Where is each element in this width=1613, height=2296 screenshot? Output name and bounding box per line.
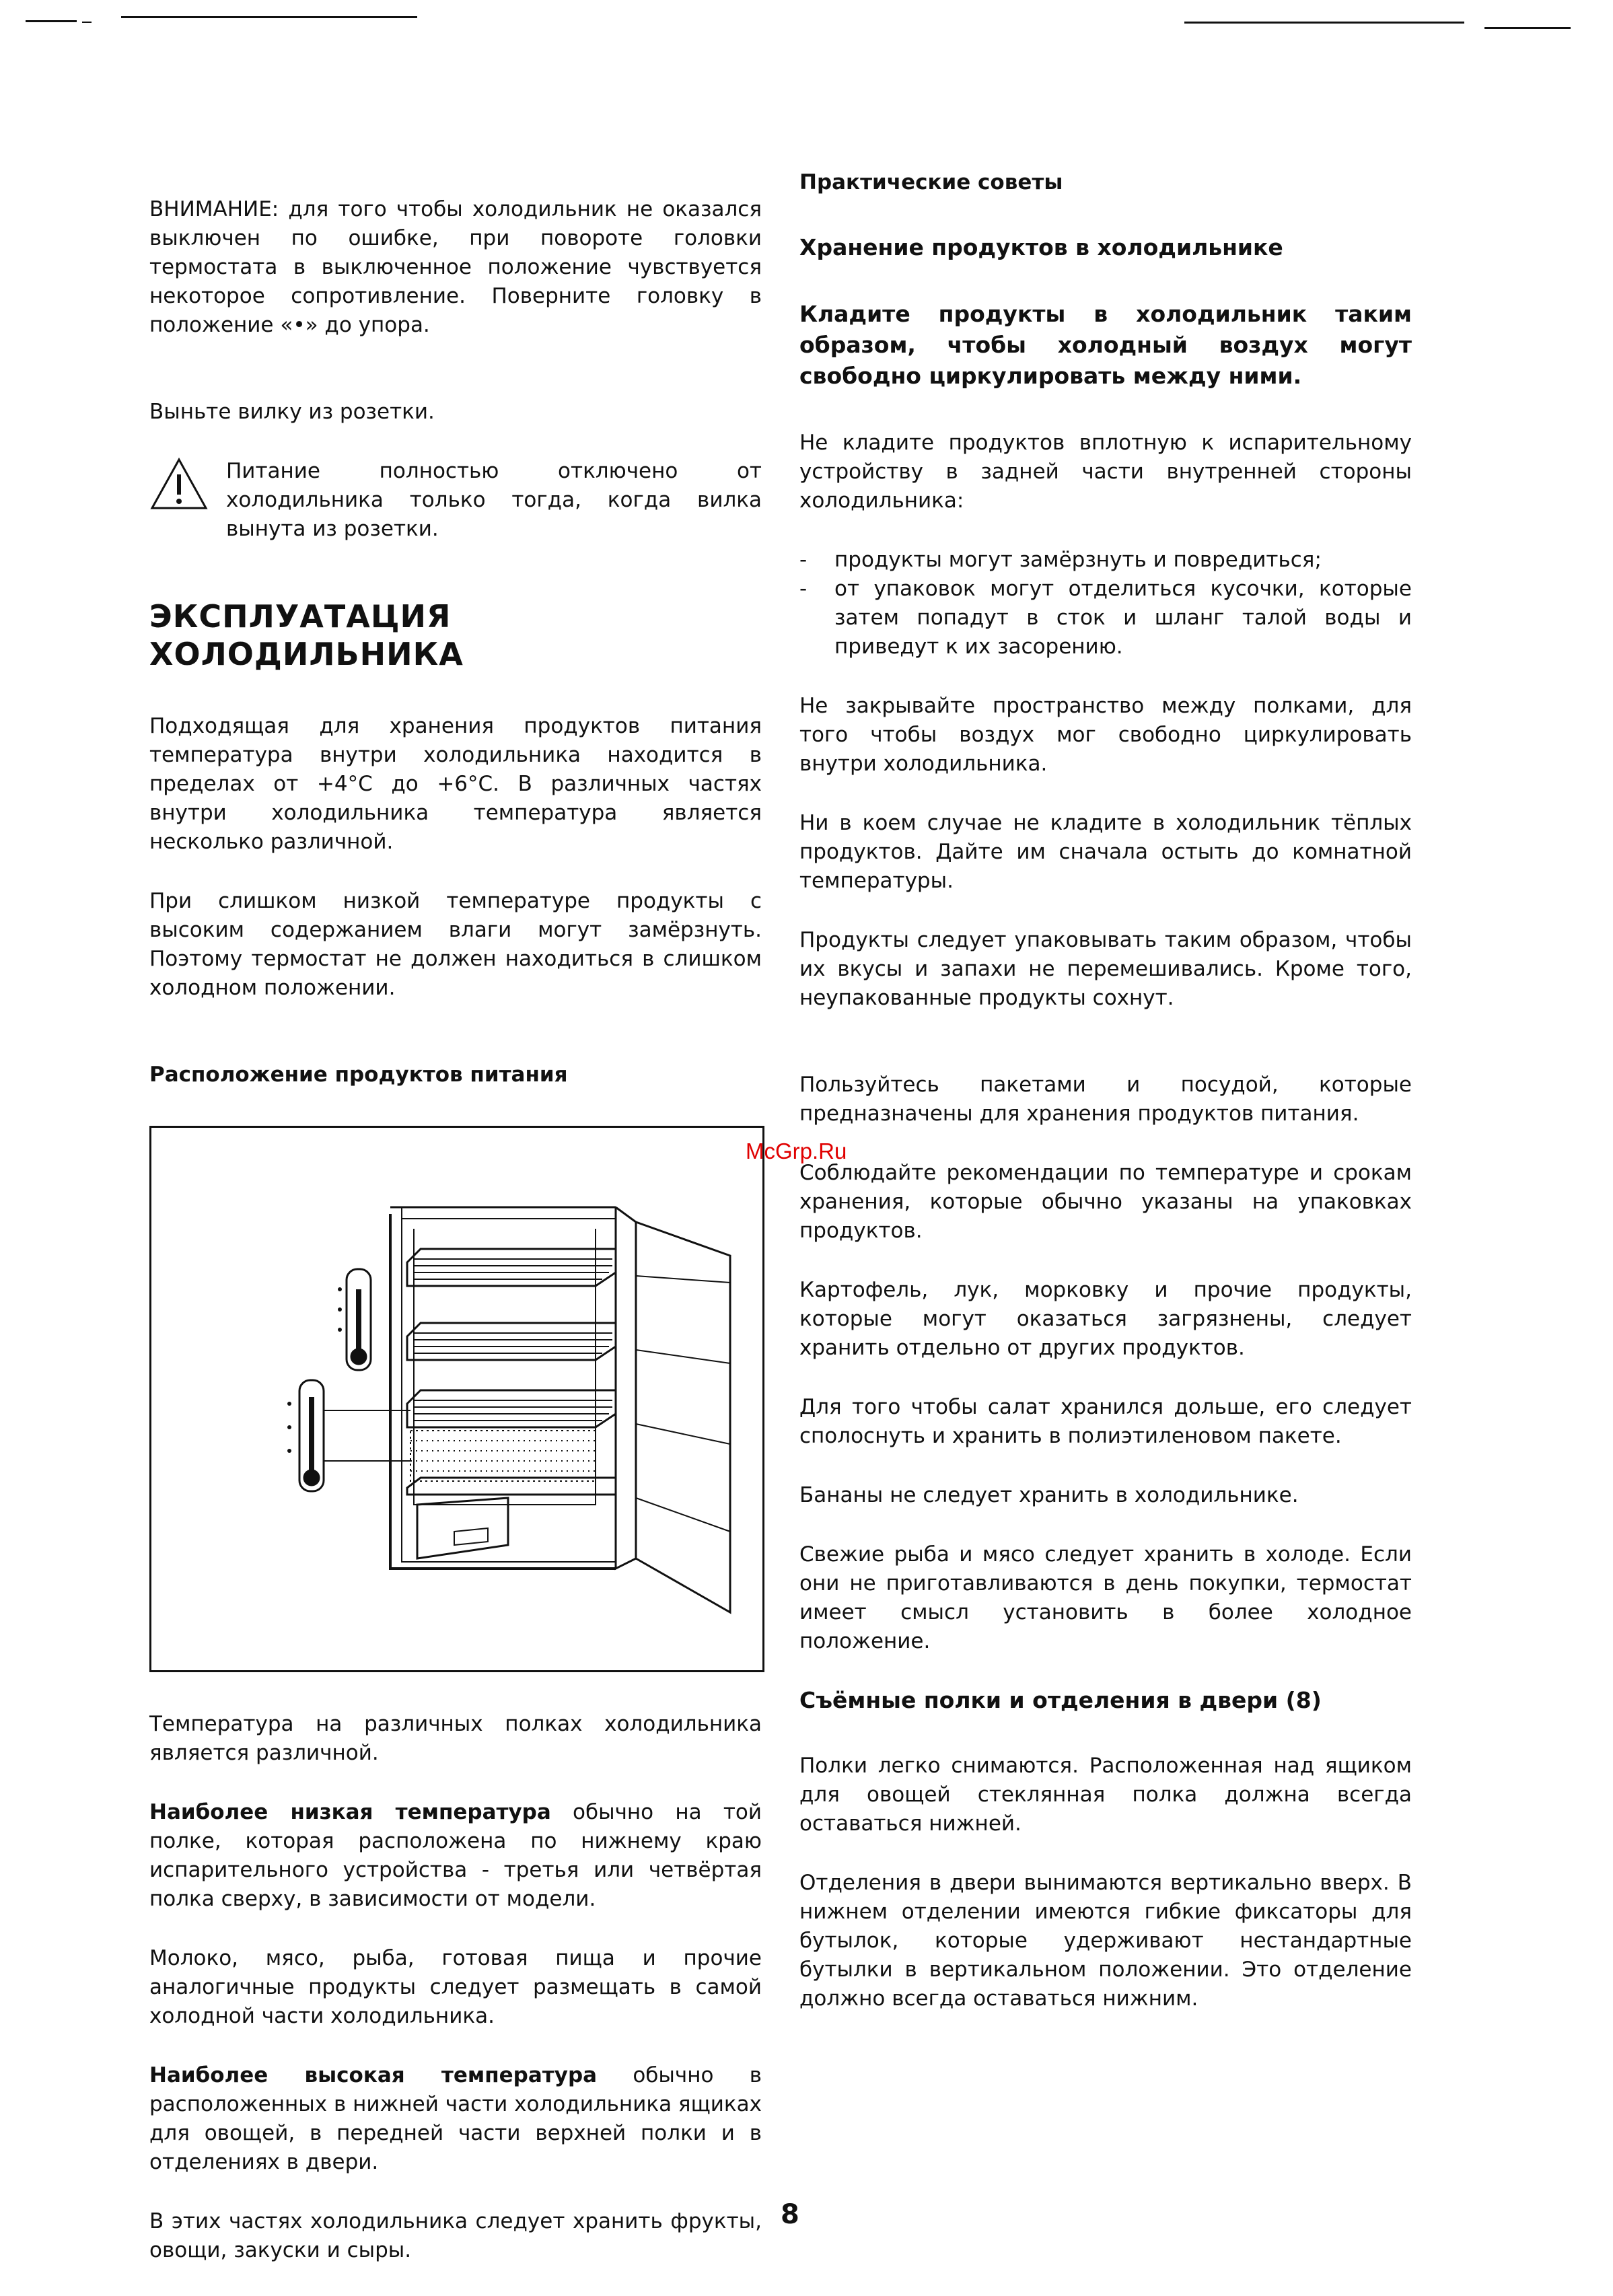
unplug-paragraph: Выньте вилку из розетки. xyxy=(149,400,435,424)
tips-heading: Практические советы xyxy=(799,170,1063,194)
list-item: - продукты могут замёрзнуть и повредиться; xyxy=(799,546,1412,575)
salad-paragraph: Для того чтобы салат хранился дольше, его следует сполоснуть и хранить в полиэтиленовом пакете. xyxy=(799,1395,1412,1448)
freezing-paragraph: При слишком низкой температуре продукты с высоким содержанием влаги могут замёрзнуть. Поэтому термостат не должен находиться в слишком холодном положении. xyxy=(149,889,762,1000)
warm-food-paragraph: Ни в коем случае не кладите в холодильник тёплых продуктов. Дайте им сначала остыть до комнатной температуры. xyxy=(799,811,1412,893)
section-title: ЭКСПЛУАТАЦИЯ ХОЛОДИЛЬНИКА xyxy=(149,598,464,672)
fish-meat-paragraph: Свежие рыба и мясо следует хранить в холоде. Если они не приготавливаются в день покупки, термостат имеет смысл установить в более холодное положение. xyxy=(799,1542,1412,1653)
recommendations-paragraph: Соблюдайте рекомендации по температуре и срокам хранения, которые обычно указаны на упаковках продуктов. xyxy=(799,1161,1412,1243)
header-rule xyxy=(1184,22,1464,24)
bananas-paragraph: Бананы не следует хранить в холодильнике. xyxy=(799,1483,1299,1507)
storage-emphasis: Кладите продукты в холодильник таким образом, чтобы холодный воздух могут свободно циркулировать между ними. xyxy=(799,301,1412,389)
evaporator-paragraph: Не кладите продуктов вплотную к испарительному устройству в задней части внутренней стороны холодильника: xyxy=(799,431,1412,513)
shelves-paragraph: Полки легко снимаются. Расположенная над ящиком для овощей стеклянная полка должна всегда оставаться нижней. xyxy=(799,1754,1412,1836)
fridge-drawing xyxy=(151,1128,762,1670)
temperature-paragraph: Подходящая для хранения продуктов питания температура внутри холодильника находится в пределах от +4°С до +6°С. В различных частях внутри холодильника температура является несколько различной. xyxy=(149,714,762,854)
page-number: 8 xyxy=(781,2199,799,2230)
fridge-illustration xyxy=(149,1126,764,1672)
right-column xyxy=(799,168,1412,2013)
header-rule xyxy=(82,22,92,23)
highest-temperature-text: обычно в расположенных в нижней части холодильника ящиках для овощей, в передней части верхней полки и в отделениях в двери. xyxy=(149,2063,762,2174)
removable-shelves-heading: Съёмные полки и отделения в двери (8) xyxy=(799,1687,1322,1713)
highest-temperature-lead: Наиболее высокая температура xyxy=(149,2063,598,2087)
header-rule xyxy=(121,16,417,18)
header-rule xyxy=(26,20,77,22)
warning-paragraph: ВНИМАНИЕ: для того чтобы холодильник не оказался выключен по ошибке, при повороте головки термостата в выключенное положение чувствуется некоторое сопротивление. Поверните головку в положение «•» до упора. xyxy=(149,197,762,337)
caution-text: Питание полностью отключено от холодильника только тогда, когда вилка вынута из розетки. xyxy=(226,459,762,541)
packaging-paragraph: Продукты следует упаковывать таким образом, чтобы их вкусы и запахи не перемешивались. Кроме того, неупакованные продукты сохнут. xyxy=(799,928,1412,1010)
evaporator-risks-list xyxy=(799,546,1412,661)
caution-note xyxy=(149,457,762,544)
watermark: McGrp.Ru xyxy=(746,1139,847,1163)
storage-heading: Хранение продуктов в холодильнике xyxy=(799,234,1283,260)
cold-products-paragraph: Молоко, мясо, рыба, готовая пища и прочие аналогичные продукты следует размещать в самой холодной части холодильника. xyxy=(149,1946,762,2028)
containers-paragraph: Пользуйтесь пакетами и посудой, которые предназначены для хранения продуктов питания. xyxy=(799,1073,1412,1126)
highest-temperature-paragraph xyxy=(149,2061,762,2177)
dirty-produce-paragraph: Картофель, лук, морковку и прочие продукты, которые могут оказаться загрязнены, следует хранить отдельно от других продуктов. xyxy=(799,1278,1412,1360)
header-rule xyxy=(1484,27,1571,29)
shelf-temperature-paragraph: Температура на различных полках холодильника является различной. xyxy=(149,1712,762,1765)
placement-heading: Расположение продуктов питания xyxy=(149,1063,568,1087)
door-compartments-paragraph: Отделения в двери вынимаются вертикально вверх. В нижнем отделении имеются гибкие фиксаторы для бутылок, которые удерживают нестандартные бутылки в вертикальном положении. Это отделение должно всегда оставаться нижним. xyxy=(799,1871,1412,2011)
lowest-temperature-paragraph xyxy=(149,1798,762,1914)
shelf-space-paragraph: Не закрывайте пространство между полками, для того чтобы воздух мог свободно циркулировать внутри холодильника. xyxy=(799,694,1412,776)
lowest-temperature-lead: Наиболее низкая температура xyxy=(149,1800,551,1824)
fruit-vegetables-paragraph: В этих частях холодильника следует хранить фрукты, овощи, закуски и сыры. xyxy=(149,2209,762,2262)
list-item: - от упаковок могут отделиться кусочки, которые затем попадут в сток и шланг талой воды и приведут к их засорению. xyxy=(799,575,1412,661)
left-column xyxy=(149,195,762,2265)
warning-triangle-icon xyxy=(149,457,209,511)
lowest-temperature-text: обычно на той полке, которая расположена по нижнему краю испарительного устройства - третья или четвёртая полка сверху, в зависимости от модели. xyxy=(149,1800,762,1911)
